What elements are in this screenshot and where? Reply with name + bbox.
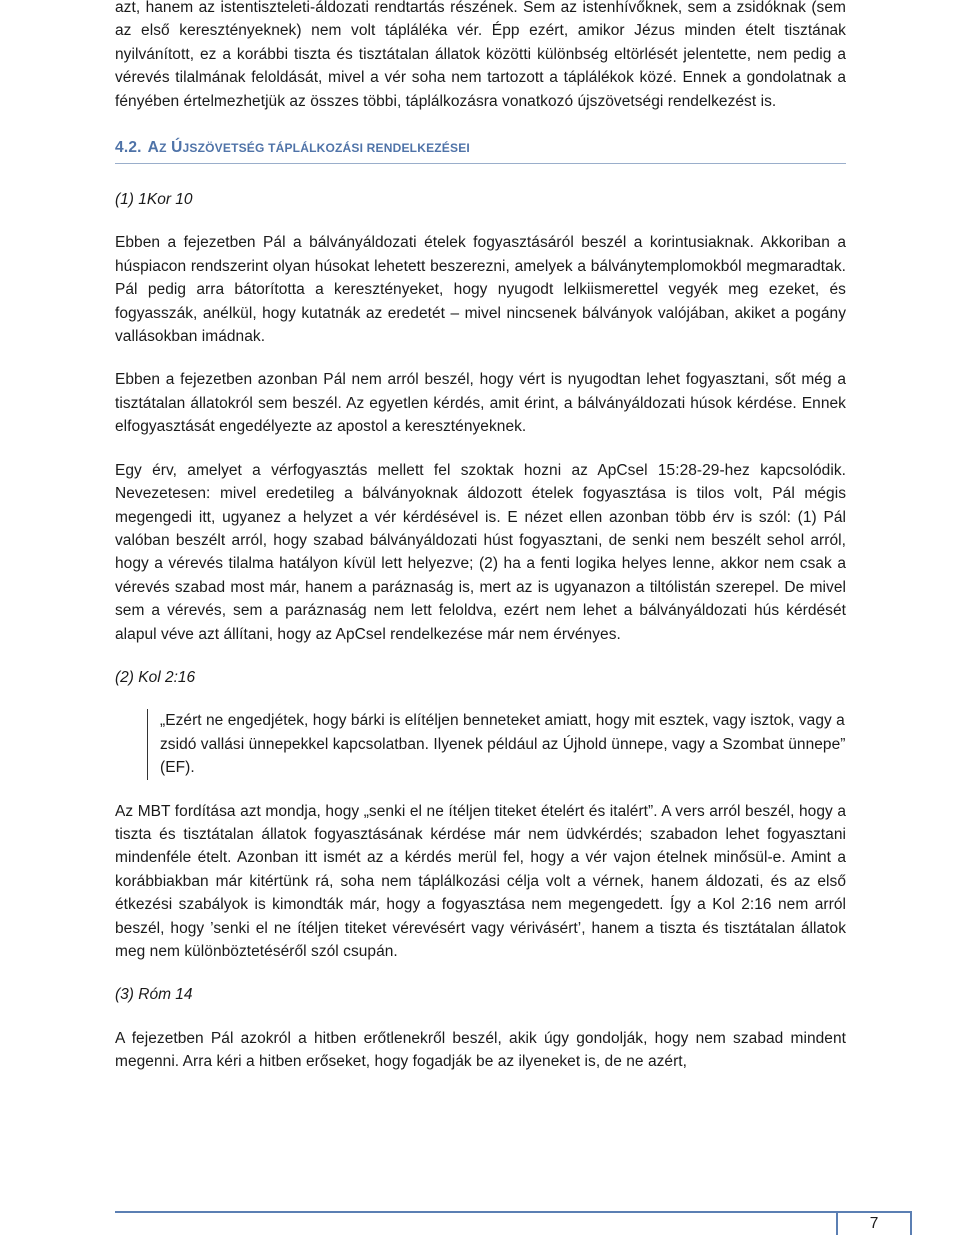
- quote-text: „Ezért ne engedjétek, hogy bárki is elítéljen benneteket amiatt, hogy mit esztek, vagy isztok, vagy a zsidó vallási ünnepekkel kapcsolatban. Ilyenek például az Újhold ünnepe, vagy a Szombat ünnepe” (EF).: [160, 712, 846, 777]
- spacer: [115, 689, 846, 709]
- section-number: 4.2.: [115, 139, 142, 157]
- spacer: [115, 113, 846, 137]
- body-paragraph: Egy érv, amelyet a vérfogyasztás mellett fel szoktak hozni az ApCsel 15:28-29-hez kapcsolódik. Nevezetesen: mivel eredetileg a bálványoknak áldozott ételek fogyasztása is tilos volt, Pál mégis megengedi itt, ugyanez a helyzet a vér kérdésével is. E nézet ellen azonban több érv is szól: (1) Pál valóban beszélt arról, hogy szabad bálványáldozati húst fogyasztani, de senki nem beszélt sehol arról, hogy a vérevés tilalma hatályon kívül lett helyezve; (2) ha a fenti logika helyes lenne, akkor nem csak a vérevés szabad most már, hanem a paráznaság is, mert az is ugyanazon a tiltólistán szerepel. De mivel sem a vérevés, sem a paráznaság nem lett feloldva, ezért nem lehet a bálványáldozati hús kérdését alapul véve azt állítani, hogy az ApCsel rendelkezése már nem érvényes.: [115, 461, 846, 643]
- spacer: [115, 780, 846, 800]
- subheading: (2) Kol 2:16: [115, 668, 196, 686]
- section-title-cap: A: [147, 139, 160, 157]
- spacer: [115, 1007, 846, 1027]
- spacer: [115, 211, 846, 231]
- body-paragraph: A fejezetben Pál azokról a hitben erőtlenekről beszél, akik úgy gondolják, hogy nem szabad mindent megenni. Arra kéri a hitben erőseket, hogy fogadják be az ilyeneket is, de ne azért,: [115, 1029, 846, 1071]
- subheading: (3) Róm 14: [115, 986, 193, 1004]
- page-footer: [115, 1211, 912, 1232]
- document-page: [115, 0, 846, 1074]
- section-heading: [115, 137, 846, 164]
- subheading: (1) 1Kor 10: [115, 191, 193, 209]
- body-paragraph: Az MBT fordítása azt mondja, hogy „senki el ne ítéljen titeket ételért és italért”. A vers arról beszél, hogy a tiszta és tisztátalan állatok fogyasztásának kérdése már nem üdvkérdés; szabadon lehet fogyasztani mindenféle ételt. Azonban itt ismét az a kérdés merül fel, hogy a vér vajon ételnek minősül-e. Amint a korábbiakban már kitértünk rá, soha nem táplálkozási célja volt a vérnek, hanem áldozati, és az első étkezési szabályok is kimondták már, hogy a fogyasztása nem megengedett. Így a Kol 2:16 nem arról beszél, hogy ’senki el ne ítéljen titeket vérevésért vagy vérivásért’, hanem a tiszta és tisztátalan állatok meg nem különböztetéséről szól csupán.: [115, 802, 846, 960]
- spacer: [115, 963, 846, 983]
- spacer: [115, 646, 846, 666]
- section-title-smallcaps: JSZÖVETSÉG TÁPLÁLKOZÁSI RENDELKEZÉSEI: [182, 141, 470, 156]
- spacer: [115, 348, 846, 368]
- section-title-cap: Ú: [171, 139, 183, 157]
- spacer: [115, 164, 846, 188]
- body-paragraph: azt, hanem az istentiszteleti-áldozati rendtartás részének. Sem az istenhívőknek, sem a zsidóknak (sem az első keresztényeknek) nem volt tápláléka vér. Épp ezért, amikor Jézus minden ételt tisztának nyilvánított, ez a korábbi tiszta és tisztátalan állatok közötti különbség eltörlését jelentette, nem pedig a vérevés tilalmának feloldását, mivel a vér soha nem tartozott a táplálékok közé. Ennek a gondolatnak a fényében értelmezhetjük az összes többi, táplálkozásra vonatkozó újszövetségi rendelkezést is.: [115, 0, 846, 110]
- body-paragraph: Ebben a fejezetben Pál a bálványáldozati ételek fogyasztásáról beszél a korintusiaknak. Akkoriban a húspiacon rendszerint olyan húsokat lehetett beszerezni, amelyek a bálványtemplomokból megmaradtak. Pál pedig arra bátorította a keresztényeket, hogy nyugodt lelkiismerettel vegyék meg ezeket, és fogyasszák, anélkül, hogy kutatnák az eredetét – mivel nincsenek bálványok valójában, akiket a pogány vallásokban imádnak.: [115, 234, 846, 346]
- block-quote: [147, 709, 846, 779]
- section-title-smallcaps: Z: [159, 141, 167, 156]
- page-number: 7: [836, 1211, 912, 1235]
- spacer: [115, 439, 846, 459]
- body-paragraph: Ebben a fejezetben azonban Pál nem arról beszél, hogy vért is nyugodtan lehet fogyasztani, sőt még a tisztátalan állatokról sem beszél. Az egyetlen kérdés, amit érint, a bálványáldozati húsok kérdése. Ennek elfogyasztását engedélyezte az apostol a keresztényeknek.: [115, 371, 846, 436]
